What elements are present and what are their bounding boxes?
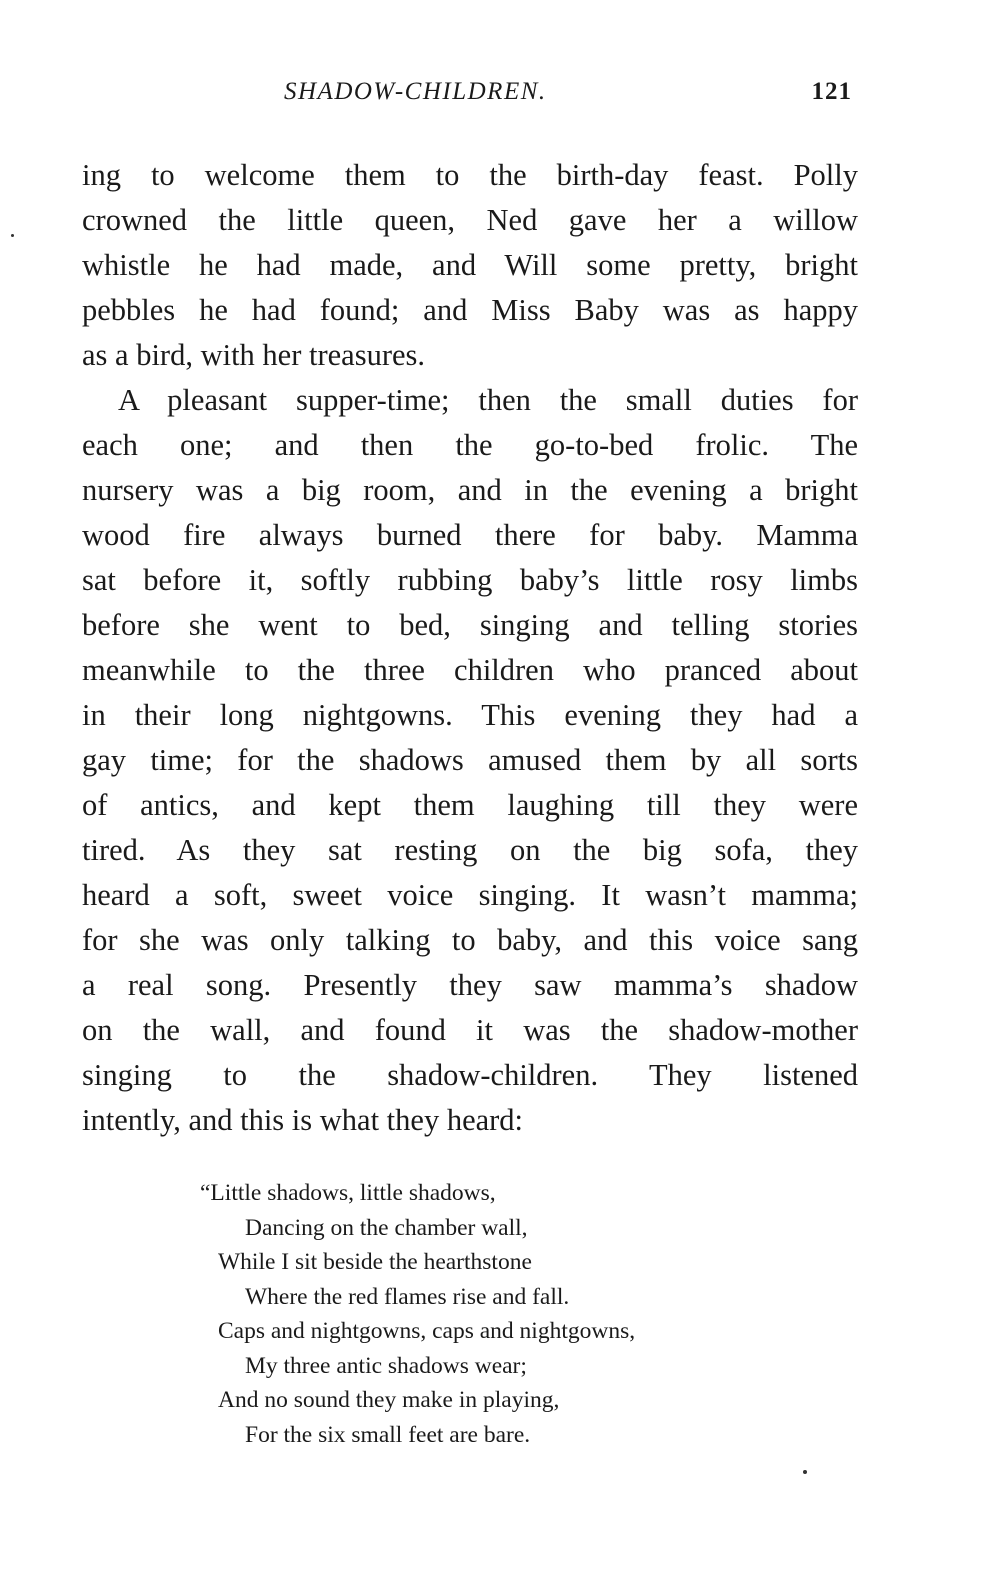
running-title: SHADOW-CHILDREN. — [284, 78, 547, 105]
text-line: ing to welcome them to the birth-day feast. Polly — [82, 158, 858, 192]
text-line: nursery was a big room, and in the evening a bright — [82, 473, 858, 507]
text-line: whistle he had made, and Will some pretty, bright — [82, 248, 858, 282]
print-speck — [11, 234, 14, 237]
page-number: 121 — [811, 78, 852, 105]
text-line: as a bird, with her treasures. — [82, 338, 426, 372]
running-head — [82, 78, 858, 114]
paragraph — [82, 153, 858, 378]
poem-line: Caps and nightgowns, caps and nightgowns, — [218, 1318, 636, 1344]
text-line: heard a soft, sweet voice singing. It wasn’t mamma; — [82, 878, 858, 912]
text-line: wood fire always burned there for baby. Mamma — [82, 518, 858, 552]
poem-line: My three antic shadows wear; — [245, 1352, 527, 1379]
text-line: crowned the little queen, Ned gave her a willow — [82, 203, 858, 237]
text-line: before she went to bed, singing and telling stories — [82, 608, 858, 642]
text-line: meanwhile to the three children who pranced about — [82, 653, 858, 687]
text-line: for she was only talking to baby, and this voice sang — [82, 923, 858, 957]
poem-line: For the six small feet are bare. — [245, 1421, 531, 1448]
poem — [200, 1176, 820, 1452]
text-line: pebbles he had found; and Miss Baby was as happy — [82, 293, 858, 327]
text-line: gay time; for the shadows amused them by all sorts — [82, 743, 858, 777]
text-line: a real song. Presently they saw mamma’s shadow — [82, 968, 858, 1002]
text-line: tired. As they sat resting on the big sofa, they — [82, 833, 858, 867]
text-line: singing to the shadow-children. They listened — [82, 1058, 858, 1092]
text-line: sat before it, softly rubbing baby’s little rosy limbs — [82, 563, 858, 597]
text-line: A pleasant supper-time; then the small duties for — [118, 383, 858, 417]
text-line: in their long nightgowns. This evening they had a — [82, 698, 858, 732]
text-line: each one; and then the go-to-bed frolic. The — [82, 428, 858, 462]
text-line: of antics, and kept them laughing till they were — [82, 788, 858, 822]
text-line: intently, and this is what they heard: — [82, 1103, 524, 1137]
poem-line: “Little shadows, little shadows, — [200, 1180, 496, 1206]
poem-line: Dancing on the chamber wall, — [245, 1214, 528, 1241]
text-line: on the wall, and found it was the shadow-mother — [82, 1013, 858, 1047]
poem-line: While I sit beside the hearthstone — [218, 1249, 532, 1275]
poem-line: And no sound they make in playing, — [218, 1387, 560, 1413]
body-text — [82, 153, 858, 1143]
poem-line: Where the red flames rise and fall. — [245, 1283, 570, 1310]
paragraph — [82, 378, 858, 1143]
print-speck — [803, 1470, 807, 1474]
